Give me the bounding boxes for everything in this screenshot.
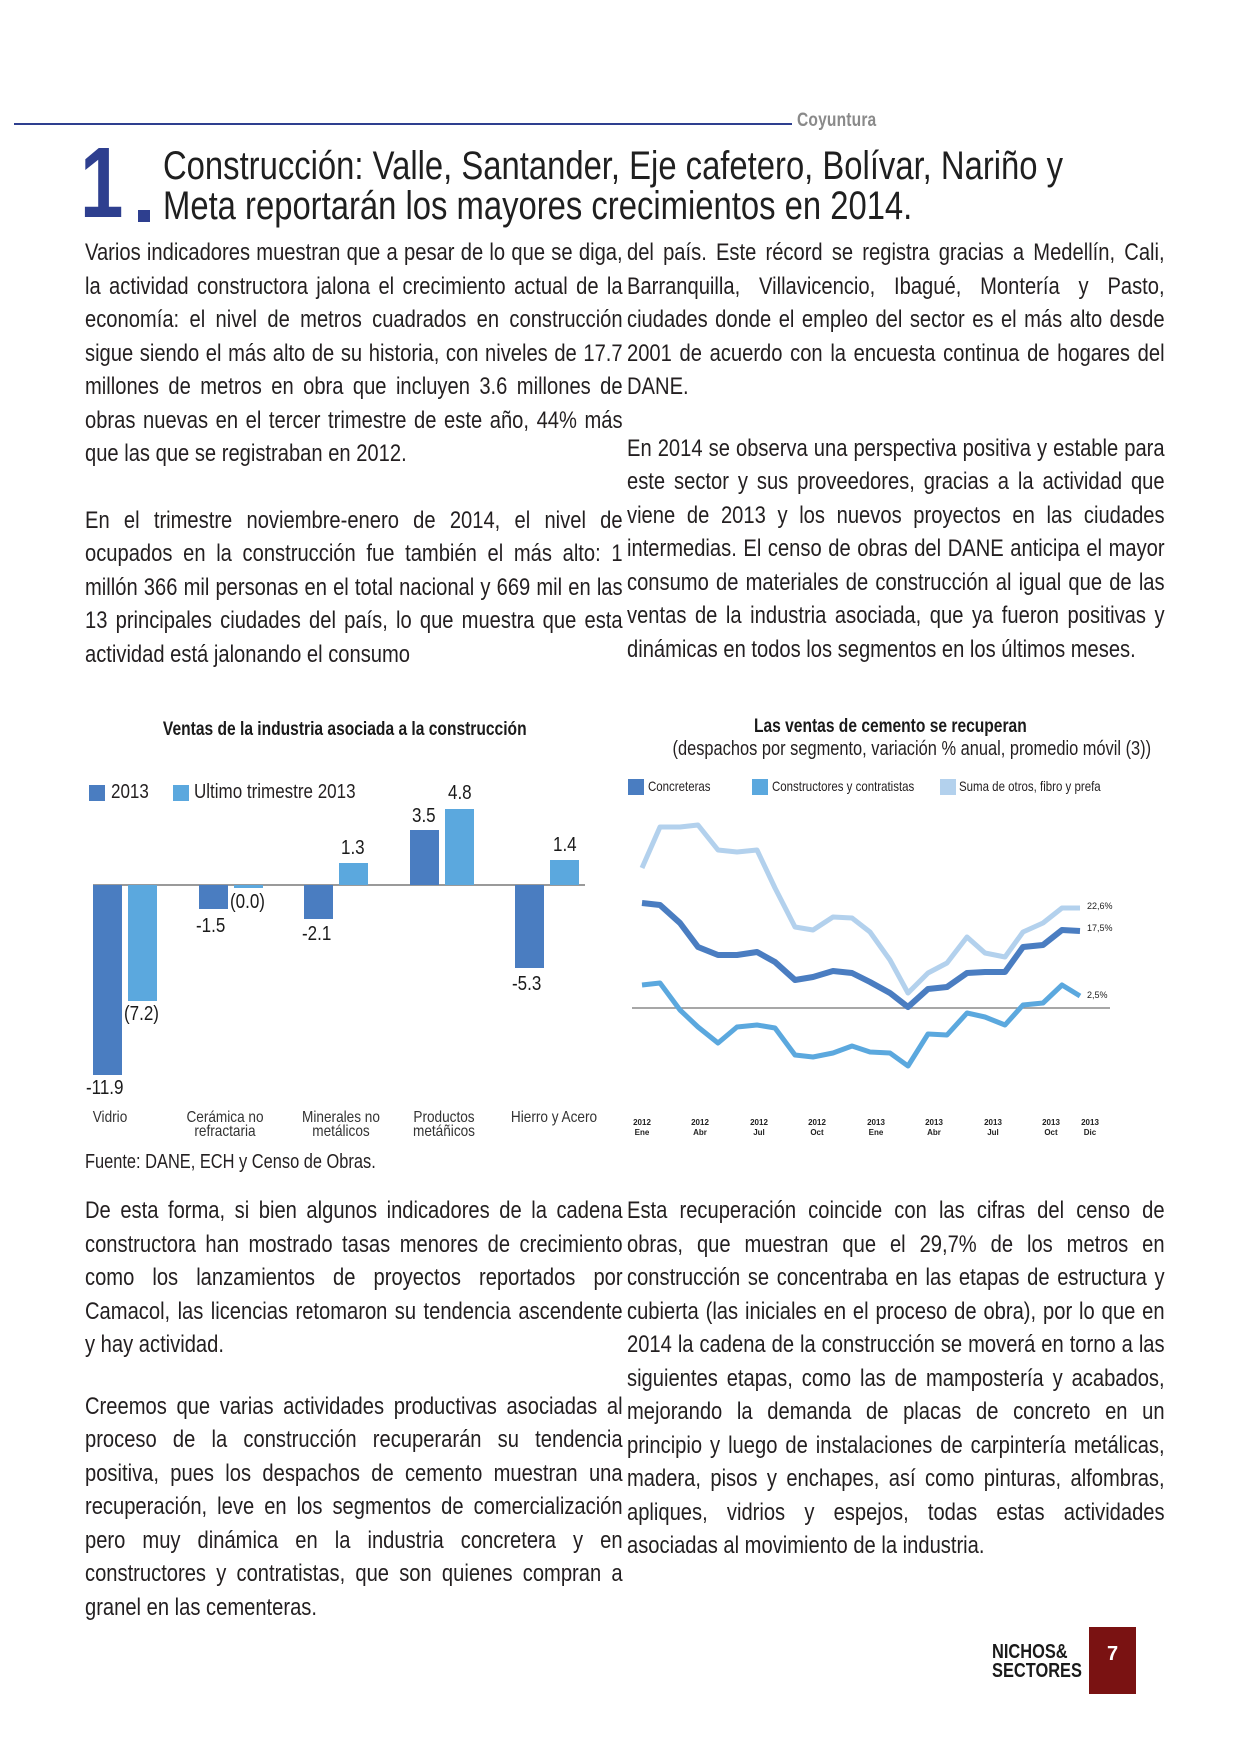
bar-value-label: -5.3 bbox=[512, 973, 542, 995]
x-tick: 2013 Abr bbox=[925, 1118, 943, 1137]
legend-label-q4: Ultimo trimestre 2013 bbox=[194, 781, 356, 803]
line-otros bbox=[642, 825, 1080, 993]
bar-vidrio-2013 bbox=[93, 885, 122, 1075]
legend-label-concreteras: Concreteras bbox=[647, 778, 711, 794]
bar-minerales-q4 bbox=[339, 863, 368, 885]
page-number: 7 bbox=[1106, 1643, 1119, 1665]
x-tick: 2012 Jul bbox=[750, 1118, 768, 1137]
line-chart-title: Las ventas de cemento se recuperan bbox=[753, 716, 1027, 737]
bar-productos-2013 bbox=[410, 830, 439, 885]
line-constructores bbox=[642, 983, 1080, 1066]
bar-value-label: 1.4 bbox=[553, 834, 577, 856]
section-label: Coyuntura bbox=[797, 110, 877, 131]
bar-value-label: 3.5 bbox=[412, 805, 436, 827]
paragraph: En 2014 se observa una perspectiva positiva y estable para este sector y sus proveedores, gracias a la actividad que viene de 2013 y los nuevos proyectos en las ciudades intermedias. El censo de obras del DANE anticipa el mayor consumo de materiales de construcción al igual que de las ventas de la industria asociada, que ya fueron positivas y dinámicas en todos los segmentos en los últimos meses. bbox=[627, 434, 1165, 663]
left-column-top bbox=[85, 236, 623, 671]
bar-value-label: -1.5 bbox=[196, 915, 226, 937]
bar-chart bbox=[75, 715, 615, 1185]
bar-value-label: 1.3 bbox=[341, 837, 365, 859]
x-tick: 2013 Ene bbox=[867, 1118, 885, 1137]
title-line-1: Construcción: Valle, Santander, Eje cafetero, Bolívar, Nariño y bbox=[163, 144, 1064, 188]
section-number-dot bbox=[138, 210, 150, 222]
x-tick: 2013 Dic bbox=[1081, 1118, 1099, 1137]
bar-ceramica-2013 bbox=[199, 885, 228, 909]
end-label-otros: 22,6% bbox=[1087, 901, 1113, 911]
paragraph: De esta forma, si bien algunos indicadores de la cadena constructora han mostrado tasas menores de crecimiento como los lanzamientos de proyectos reportados por Camacol, las licencias retomaron su tendencia ascendente y hay actividad. bbox=[85, 1197, 623, 1358]
bar-value-label: (7.2) bbox=[124, 1003, 159, 1025]
x-tick: 2012 Oct bbox=[808, 1118, 826, 1137]
legend-swatch-2013 bbox=[89, 785, 105, 801]
legend-label-2013: 2013 bbox=[110, 781, 149, 803]
title-line-2: Meta reportarán los mayores crecimientos en 2014. bbox=[163, 184, 913, 228]
paragraph: del país. Este récord se registra gracias a Medellín, Cali, Barranquilla, Villavicencio, Ibagué, Montería y Pasto, ciudades donde el empleo del sector es el más alto desde 2001 de acuerdo con la encuesta continua de hogares del DANE. bbox=[627, 239, 1165, 400]
x-tick: 2013 Oct bbox=[1042, 1118, 1060, 1137]
x-tick: 2012 Abr bbox=[691, 1118, 709, 1137]
bar-chart-legend bbox=[89, 781, 384, 804]
paragraph: Varios indicadores muestran que a pesar de lo que se diga, la actividad constructora jalona el crecimiento actual de la economía: el nivel de metros cuadrados en construcción sigue siendo el más alto de su historia, con niveles de 17.7 millones de metros en obra que incluyen 3.6 millones de obras nuevas en el tercer trimestre de este año, 44% más que las que se registraban en 2012. bbox=[85, 239, 623, 467]
category-label-hierro: Hierro y Acero bbox=[510, 1109, 598, 1126]
line-concreteras bbox=[642, 903, 1080, 1007]
source-note: Fuente: DANE, ECH y Censo de Obras. bbox=[85, 1151, 376, 1173]
paragraph: Esta recuperación coincide con las cifras del censo de obras, que muestran que el 29,7% de los metros en construcción se concentraba en las etapas de estructura y cubierta (las iniciales en el proceso de obra), por lo que en 2014 la cadena de la construcción se moverá en torno a las siguientes etapas, como las de mampostería y acabados, mejorando la demanda de placas de concreto en un principio y luego de instalaciones de carpintería metálicas, madera, pisos y enchapes, así como pinturas, alfombras, apliques, vidrios y espejos, todas estas actividades asociadas al movimiento de la industria. bbox=[627, 1197, 1165, 1559]
legend-label-constructores: Constructores y contratistas bbox=[771, 778, 914, 794]
bar-value-label: 4.8 bbox=[448, 782, 472, 804]
category-label-ceramica: Cerámica no refractaria bbox=[186, 1109, 264, 1140]
article-title bbox=[163, 144, 1064, 228]
paragraph: En el trimestre noviembre-enero de 2014, el nivel de ocupados en la construcción fue también el más alto: 1 millón 366 mil personas en el total nacional y 669 mil en las 13 principales ciudades del país, lo que muestra que esta actividad está jalonando el consumo bbox=[85, 506, 623, 668]
category-label-vidrio: Vidrio bbox=[92, 1109, 128, 1126]
bar-minerales-2013 bbox=[304, 885, 333, 919]
category-label-minerales: Minerales no metálicos bbox=[302, 1109, 380, 1140]
bar-ceramica-q4 bbox=[234, 885, 263, 888]
footer-brand: NICHOS& SECTORES bbox=[992, 1641, 1082, 1682]
end-label-concreteras: 17,5% bbox=[1087, 923, 1113, 933]
bar-value-label: -11.9 bbox=[86, 1077, 124, 1099]
left-column-bottom bbox=[85, 1194, 623, 1624]
header-rule bbox=[14, 123, 792, 125]
section-number: 1 bbox=[80, 127, 122, 239]
right-column-top bbox=[627, 236, 1165, 666]
x-tick: 2013 Jul bbox=[984, 1118, 1002, 1137]
right-column-bottom bbox=[627, 1194, 1165, 1563]
bar-chart-title: Ventas de la industria asociada a la construcción bbox=[163, 719, 527, 740]
bar-hierro-q4 bbox=[550, 860, 579, 885]
bar-vidrio-q4 bbox=[128, 885, 157, 1001]
bar-hierro-2013 bbox=[515, 885, 544, 968]
legend-swatch-q4 bbox=[173, 785, 189, 801]
line-chart bbox=[620, 710, 1160, 1140]
bar-value-label: (0.0) bbox=[230, 891, 265, 913]
end-label-constructores: 2,5% bbox=[1087, 990, 1108, 1000]
legend-label-otros: Suma de otros, fibro y prefa bbox=[959, 778, 1102, 794]
line-chart-plot bbox=[620, 710, 1160, 1140]
bar-productos-q4 bbox=[445, 809, 474, 885]
category-label-productos: Productos metáñicos bbox=[413, 1109, 475, 1140]
paragraph: Creemos que varias actividades productivas asociadas al proceso de la construcción recuperarán su tendencia positiva, pues los despachos de cemento muestran una recuperación, leve en los segmentos de comercialización pero muy dinámica en la industria concretera y en constructores y contratistas, que son quienes compran a granel en las cementeras. bbox=[85, 1392, 623, 1621]
line-chart-subtitle: (despachos por segmento, variación % anual, promedio móvil (3)) bbox=[672, 738, 1152, 760]
bar-value-label: -2.1 bbox=[302, 923, 332, 945]
x-tick: 2012 Ene bbox=[633, 1118, 651, 1137]
